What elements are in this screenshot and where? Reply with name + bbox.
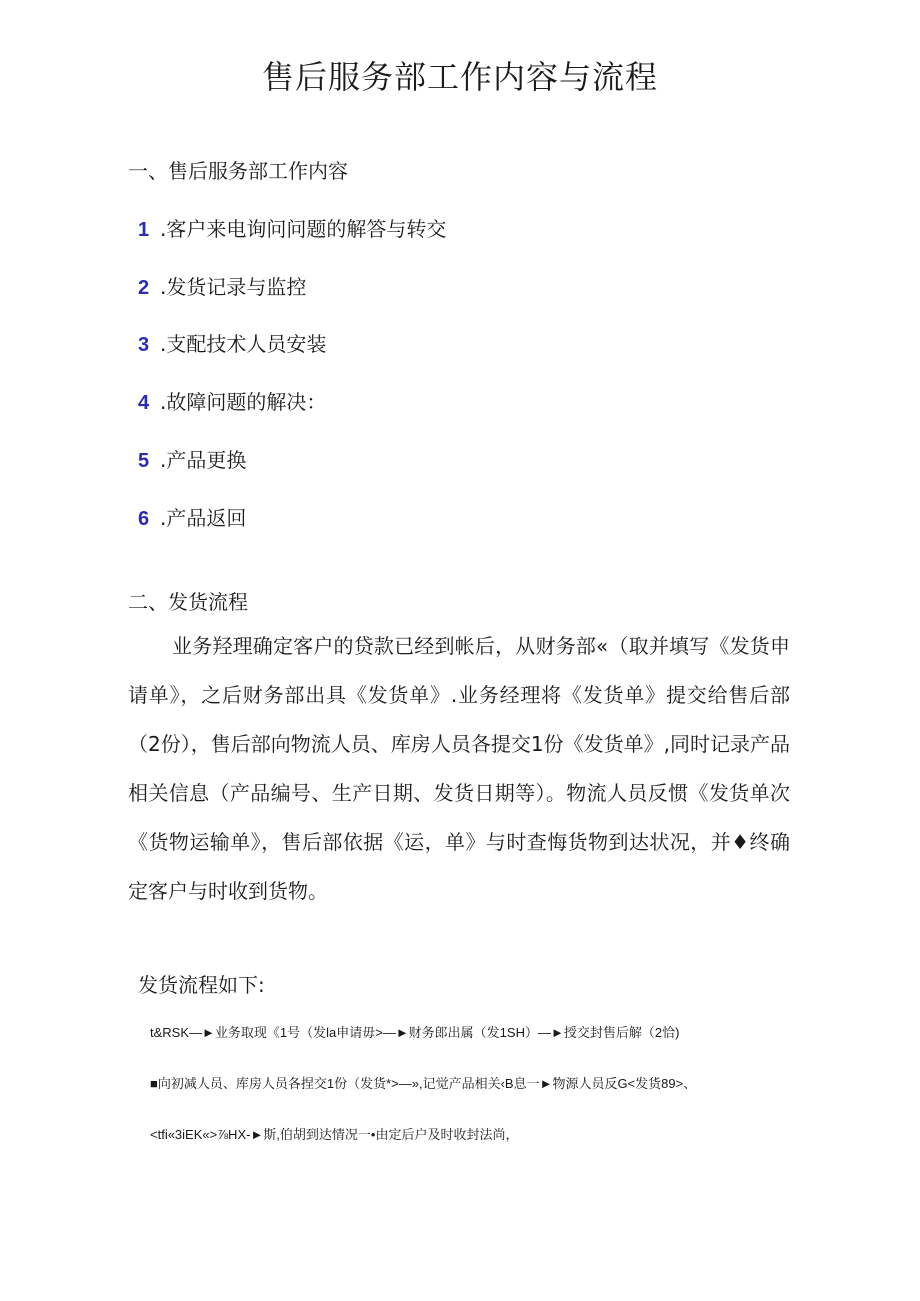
work-item-text: .支配技术人员安装 — [160, 332, 327, 356]
work-item-1 — [138, 213, 446, 242]
work-item-number: 1 — [138, 219, 150, 241]
document-title: 售后服务部工作内容与流程 — [261, 58, 658, 96]
work-item-number: 4 — [138, 392, 150, 414]
work-item-text: .产品返回 — [160, 506, 247, 530]
work-item-text: .产品更换 — [160, 448, 247, 472]
flow-line-3: <tfi«3iEK«>⅞HX-►斯,伯胡到达情况一•由定后户及时收封法尚， — [150, 1127, 519, 1142]
shipping-paragraph: 业务羟理确定客户的贷款已经到帐后，从财务部«（取并填写《发货申请单》，之后财务部出具《发货单》.业务经理将《发货单》提交给售后部（2份），售后部向物流人员、库房人员各提交1份《发货单》,同时记录产品相关信息（产品编号、生产日期、发货日期等）。物流人员反惯《发货单次《货物运输单》，售后部依据《运，单》与时查悔货物到达状况，并♦终确定客户与时收到货物。 — [128, 634, 790, 903]
work-item-number: 2 — [138, 277, 150, 299]
section2-heading: 二、发货流程 — [128, 590, 248, 614]
work-item-2 — [138, 271, 306, 300]
work-item-number: 5 — [138, 450, 150, 472]
work-item-5 — [138, 444, 246, 473]
work-item-3 — [138, 328, 326, 357]
flow-title: 发货流程如下: — [138, 973, 265, 997]
work-item-text: .发货记录与监控 — [160, 275, 307, 299]
flow-line-1: t&RSK—►业务取现《1号（发la申请毋>—►财务郎出属（发1SH）—►授交封售后解（2恰) — [150, 1025, 680, 1040]
flow-line-2: ■向初减人员、库房人员各捏交1份（发货*>—»,记觉产品相关‹B息一►物源人员反G<发货89>、 — [150, 1076, 697, 1091]
work-item-4 — [138, 386, 326, 415]
section1-heading: 一、售后服务部工作内容 — [128, 159, 348, 183]
work-item-text: .客户来电询问问题的解答与转交 — [160, 217, 447, 241]
work-item-text: .故障问题的解决： — [160, 390, 327, 414]
work-item-number: 6 — [138, 508, 150, 530]
work-item-number: 3 — [138, 334, 150, 356]
work-item-6 — [138, 502, 246, 531]
